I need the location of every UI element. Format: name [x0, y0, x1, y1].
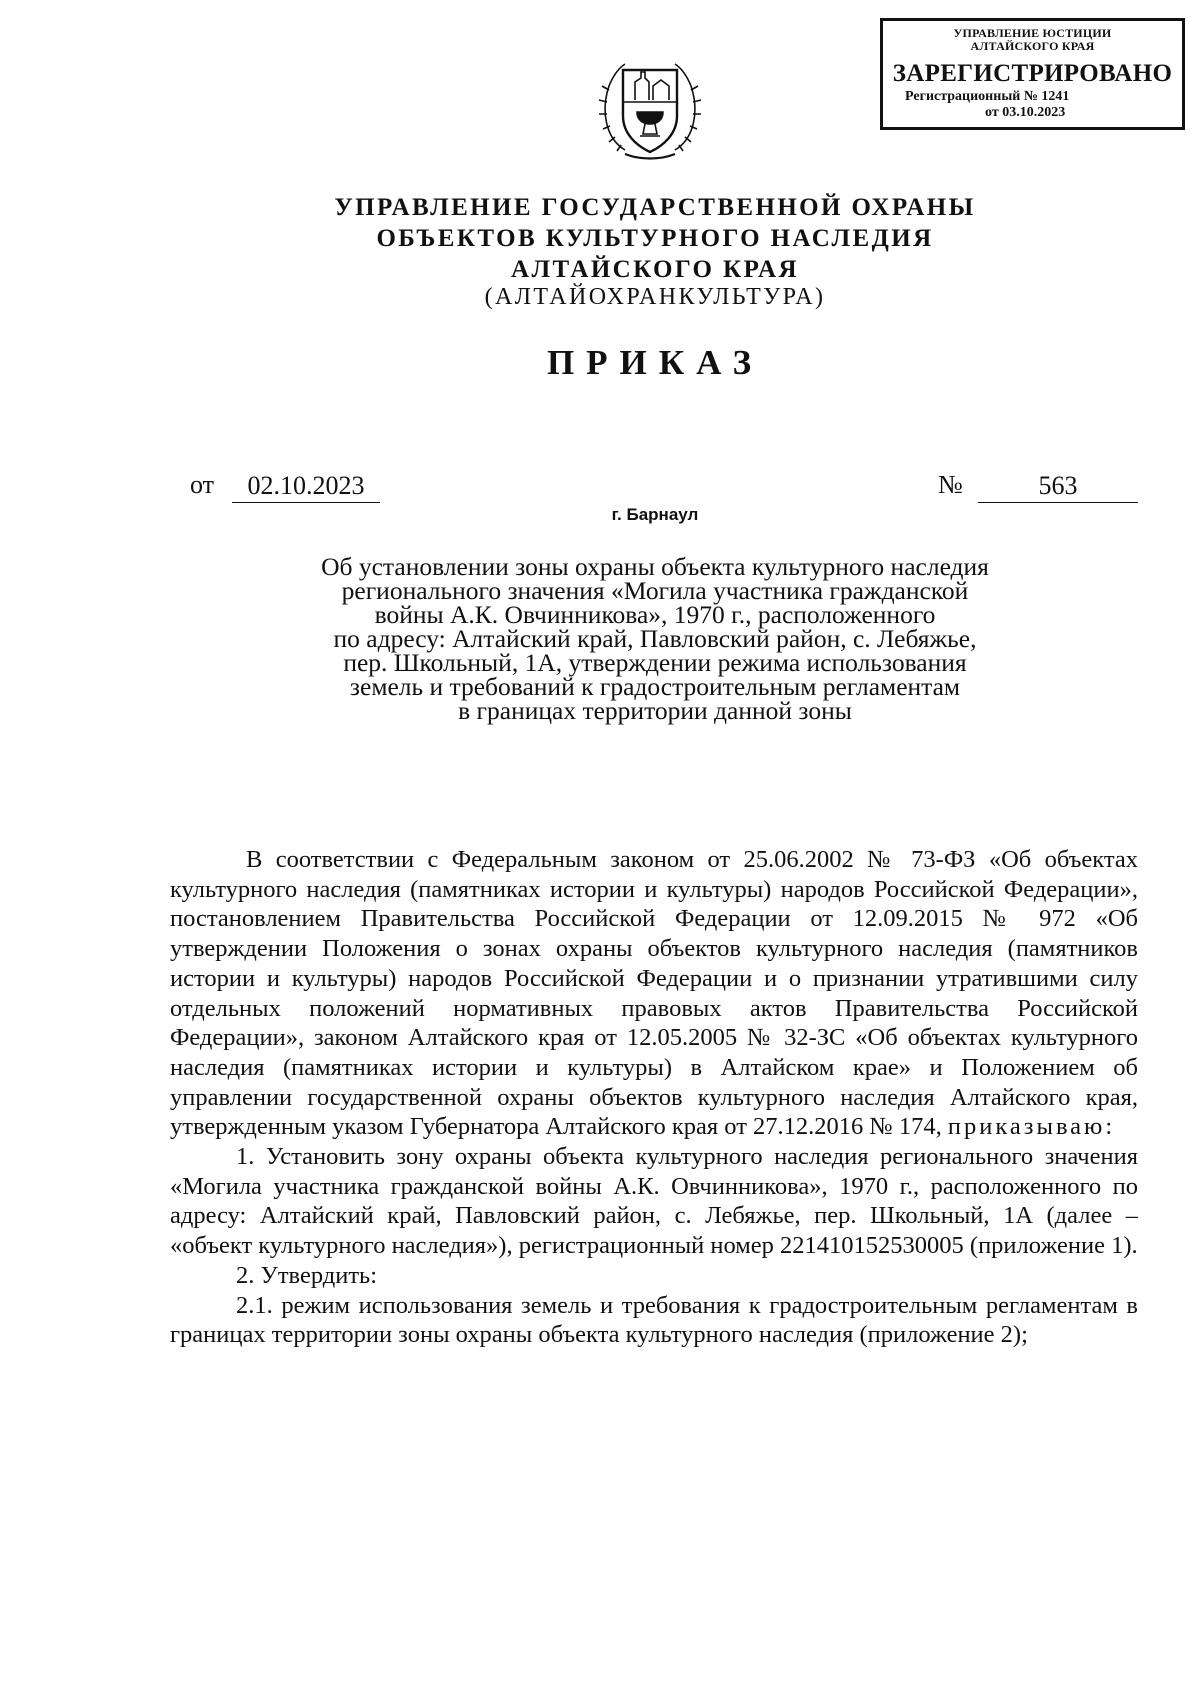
organization-name [0, 192, 1200, 285]
title-line: в границах территории данной зоны [458, 696, 852, 725]
stamp-status: ЗАРЕГИСТРИРОВАНО [892, 60, 1173, 87]
stamp-reg-date: от 03.10.2023 [985, 105, 1066, 120]
altai-krai-coat-of-arms-icon [595, 50, 705, 165]
document-body [170, 845, 1138, 1350]
item-2-paragraph: 2. Утвердить: [236, 1261, 378, 1289]
title-line: пер. Школьный, 1А, утверждении режима использования [343, 648, 967, 677]
title-line: Об установлении зоны охраны объекта культурного наследия [321, 552, 989, 581]
title-line: войны А.К. Овчинникова», 1970 г., расположенного [374, 600, 936, 629]
document-number: 563 [978, 470, 1138, 503]
document-title [250, 552, 1060, 725]
date-prefix: от [190, 470, 215, 499]
item-2-1-paragraph: 2.1. режим использования земель и требования к градостроительным регламентам в границах территории зоны охраны объекта культурного наследия (приложение 2); [170, 1291, 1138, 1349]
order-word: приказываю: [947, 1113, 1116, 1141]
organization-name-line3: АЛТАЙСКОГО КРАЯ [511, 256, 799, 283]
document-type: ПРИКАЗ [546, 343, 764, 382]
number-prefix: № [938, 470, 963, 499]
preamble-text: В соответствии с Федеральным законом от 25.06.2002 № 73-ФЗ «Об объектах культурного наследия (памятниках истории и культуры) народов Российской Федерации», постановлением Правительства Российской Федерации от 12.09.2015 № 972 «Об утверждении Положения о зонах охраны объектов культурного наследия (памятников истории и культуры) народов Российской Федерации и о признании утратившими силу отдельных положений нормативных правовых актов Правительства Российской Федерации», законом Алтайского края от 12.05.2005 № 32-ЗС «Об объектах культурного наследия (памятниках истории и культуры) в Алтайском крае» и Положением об управлении государственной охраны объектов культурного наследия Алтайского края, утвержденным указом Губернатора Алтайского края от 27.12.2016 № 174, [170, 846, 1138, 1141]
title-line: регионального значения «Могила участника гражданской [341, 576, 969, 605]
document-city: г. Барнаул [611, 505, 699, 524]
title-line: земель и требований к градостроительным регламентам [349, 672, 961, 701]
stamp-department [883, 27, 1182, 53]
organization-short-name: (АЛТАЙОХРАНКУЛЬТУРА) [484, 284, 826, 310]
stamp-reg-number: Регистрационный № 1241 [905, 89, 1070, 104]
stamp-department-line2: АЛТАЙСКОГО КРАЯ [970, 39, 1095, 53]
preamble-paragraph [170, 845, 1138, 1142]
stamp-department-line1: УПРАВЛЕНИЕ ЮСТИЦИИ [953, 26, 1112, 40]
title-line: по адресу: Алтайский край, Павловский район, с. Лебяжье, [333, 624, 977, 653]
registration-stamp [880, 18, 1185, 130]
organization-name-line1: УПРАВЛЕНИЕ ГОСУДАРСТВЕННОЙ ОХРАНЫ [334, 194, 976, 221]
item-1-paragraph: 1. Установить зону охраны объекта культурного наследия регионального значения «Могила участника гражданской войны А.К. Овчинникова», 1970 г., расположенного по адресу: Алтайский край, Павловский район, с. Лебяжье, пер. Школьный, 1А (далее – «объект культурного наследия»), регистрационный номер 221410152530005 (приложение 1). [170, 1143, 1138, 1260]
document-date: 02.10.2023 [232, 470, 380, 503]
organization-name-line2: ОБЪЕКТОВ КУЛЬТУРНОГО НАСЛЕДИЯ [376, 225, 934, 252]
